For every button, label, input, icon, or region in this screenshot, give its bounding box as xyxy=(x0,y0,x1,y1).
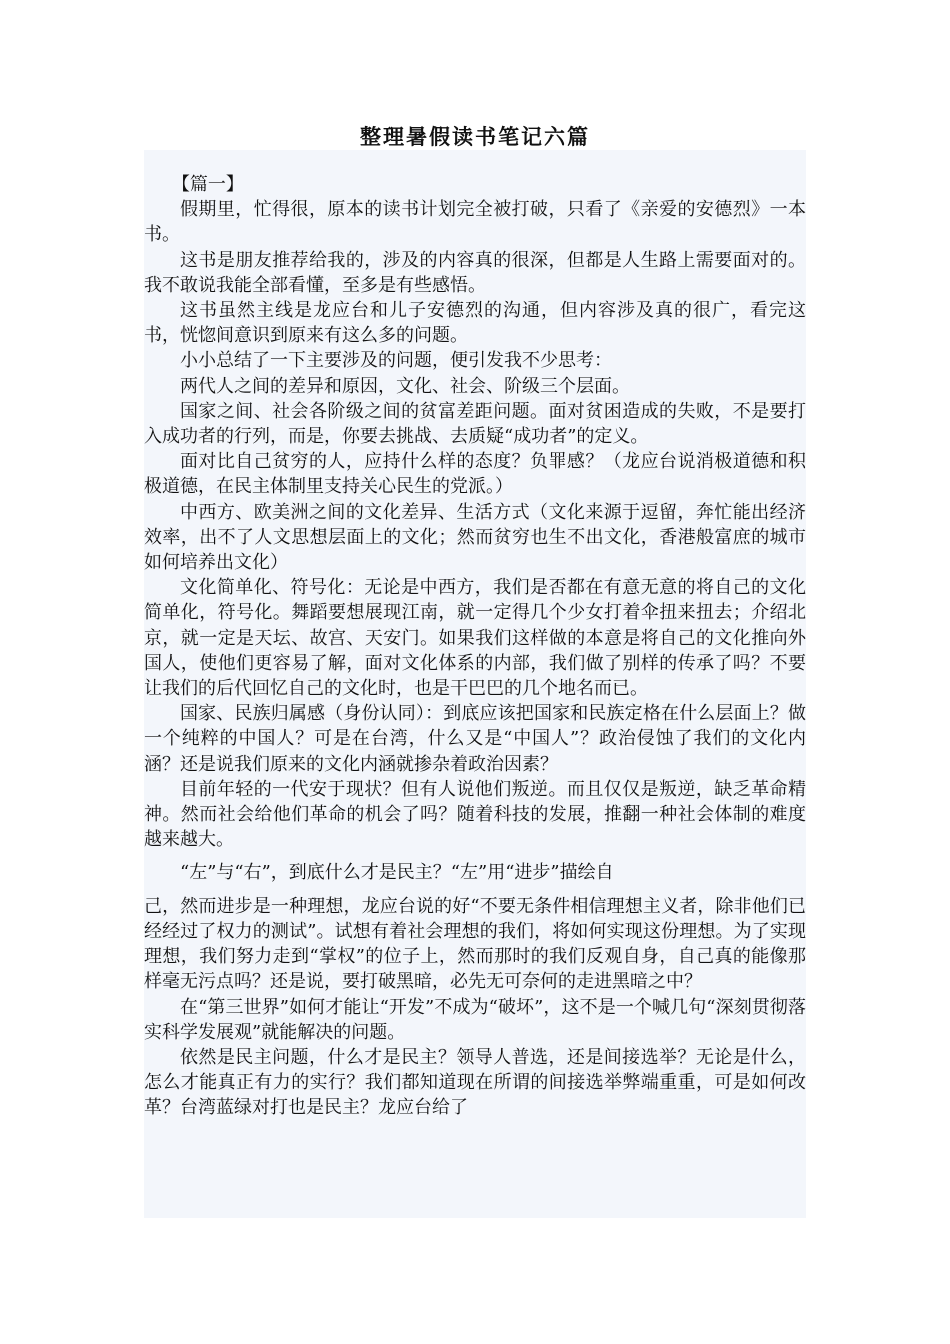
paragraph-first-line: “左”与“右”，到底什么才是民主？“左”用“进步”描绘自 xyxy=(180,862,614,884)
paragraph-continuation: 己，然而进步是一种理想，龙应台说的好“不要无条件相信理想主义者，除非他们已经经过了权力的测试”。试想有着社会理想的我们，将如何实现这份理想。为了实现理想，我们努力走到“掌权”的位子上，然而那时的我们反观自身，自己真的能像那样毫无污点吗？还是说，要打破黑暗，必先无可奈何的走进黑暗之中？ xyxy=(144,895,806,993)
paragraph: 国家之间、社会各阶级之间的贫富差距问题。面对贫困造成的失败，不是要打入成功者的行列，而是，你要去挑战、去质疑“成功者”的定义。 xyxy=(144,400,806,448)
paragraph: 依然是民主问题，什么才是民主？领导人普选，还是间接选举？无论是什么，怎么才能真正有力的实行？我们都知道现在所谓的间接选举弊端重重，可是如何改革？台湾蓝绿对打也是民主？龙应台给了 xyxy=(144,1046,806,1119)
page-title: 整理暑假读书笔记六篇 xyxy=(360,124,590,149)
paragraph: 两代人之间的差异和原因，文化、社会、阶级三个层面。 xyxy=(180,375,630,397)
paragraph: 这书虽然主线是龙应台和儿子安德烈的沟通，但内容涉及真的很广，看完这书，恍惚间意识到原来有这么多的问题。 xyxy=(144,300,806,347)
paragraph: 文化简单化、符号化：无论是中西方，我们是否都在有意无意的将自己的文化简单化，符号化。舞蹈要想展现江南，就一定得几个少女打着伞扭来扭去；介绍北京，就一定是天坛、故宫、天安门。如果我们这样做的本意是将自己的文化推向外国人，使他们更容易了解，面对文化体系的内部，我们做了别样的传承了吗？不要让我们的后代回忆自己的文化时，也是干巴巴的几个地名而已。 xyxy=(144,577,806,700)
paragraph: 这书是朋友推荐给我的，涉及的内容真的很深，但都是人生路上需要面对的。我不敢说我能全部看懂，至多是有些感悟。 xyxy=(144,249,806,296)
paragraph: 在“第三世界”如何才能让“开发”不成为“破坏”，这不是一个喊几句“深刻贯彻落实科学发展观”就能解决的问题。 xyxy=(144,996,806,1043)
paragraph: 面对比自己贫穷的人，应持什么样的态度？负罪感？（龙应台说消极道德和积极道德，在民主体制里支持关心民生的党派。） xyxy=(144,451,806,498)
paragraph: 中西方、欧美洲之间的文化差异、生活方式（文化来源于逗留，奔忙能出经济效率，出不了人文思想层面上的文化；然而贫穷也生不出文化，香港般富庶的城市如何培养出文化） xyxy=(144,501,806,574)
paragraph: 假期里，忙得很，原本的读书计划完全被打破，只看了《亲爱的安德烈》一本书。 xyxy=(144,199,806,246)
section-heading: 【篇一】 xyxy=(171,174,244,195)
document-body xyxy=(144,150,806,1218)
paragraph-left-right xyxy=(144,860,806,994)
paragraph: 国家、民族归属感（身份认同）：到底应该把国家和民族定格在什么层面上？做一个纯粹的中国人？可是在台湾，什么又是“中国人”？政治侵蚀了我们的文化内涵？还是说我们原来的文化内涵就掺杂着政治因素？ xyxy=(144,703,806,775)
paragraph: 目前年轻的一代安于现状？但有人说他们叛逆。而且仅仅是叛逆，缺乏革命精神。然而社会给他们革命的机会了吗？随着科技的发展，推翻一种社会体制的难度越来越大。 xyxy=(144,778,806,851)
paragraph: 小小总结了一下主要涉及的问题，便引发我不少思考： xyxy=(180,350,612,372)
